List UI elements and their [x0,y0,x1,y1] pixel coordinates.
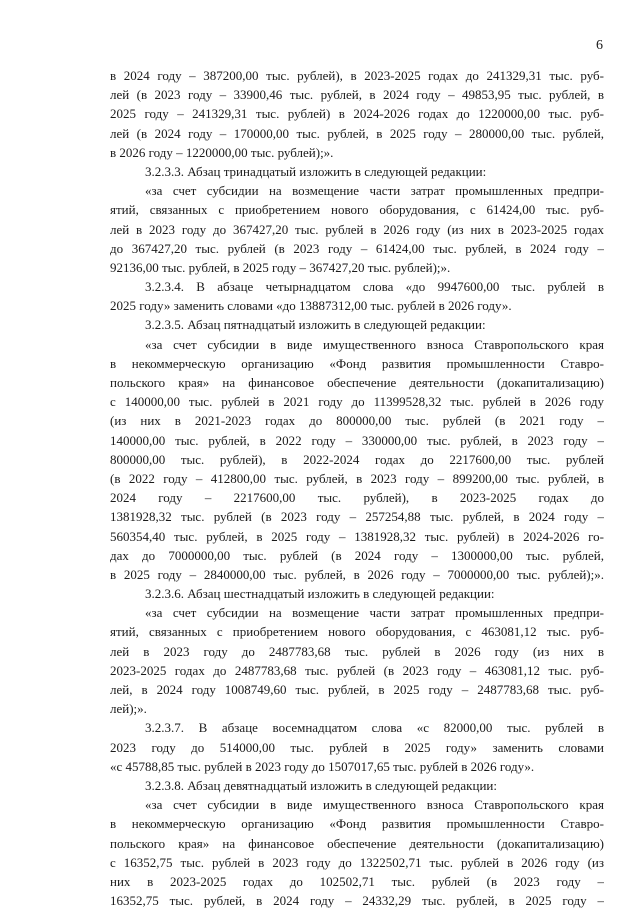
text-line: 92136,00 тыс. рублей, в 2025 году – 367427,20 тыс. рублей);». [110,259,451,275]
text-line: с 140000,00 тыс. рублей в 2021 году до 11399528,32 тыс. рублей в 2026 году [110,394,604,410]
text-line: 2024 году – 2217600,00 тыс. рублей), в 2023-2025 годах до [110,490,604,506]
text-line: лей в 2023 году до 2487783,68 тыс. рублей в 2026 году (из них в [110,643,604,659]
text-line: 3.2.3.5. Абзац пятнадцатый изложить в следующей редакции: [145,317,486,333]
text-line: 800000,00 тыс. рублей), в 2022-2024 годах до 2217600,00 тыс. рублей [110,451,604,467]
text-line: 16352,75 тыс. рублей, в 2024 году – 24332,29 тыс. рублей, в 2025 году – [110,893,604,909]
text-line: польского края» на финансовое обеспечение деятельности (докапитализацию) [110,835,604,851]
text-line: 3.2.3.3. Абзац тринадцатый изложить в следующей редакции: [145,163,487,179]
text-line: (из них в 2021-2023 годах до 800000,00 тыс. рублей (в 2021 году – [110,413,604,429]
text-line: в некоммерческую организацию «Фонд развития промышленности Ставро- [110,816,604,832]
text-line: с 16352,75 тыс. рублей в 2023 году до 1322502,71 тыс. рублей в 2026 году (из [110,854,604,870]
text-line: польского края» на финансовое обеспечение деятельности (докапитализацию) [110,375,604,390]
text-line: 3.2.3.8. Абзац девятнадцатый изложить в следующей редакции: [145,777,497,793]
text-line: ятий, связанных с приобретением нового оборудования, с 463081,12 тыс. руб- [110,624,604,640]
text-line: «за счет субсидии в виде имущественного взноса Ставропольского края [145,336,604,352]
text-line: лей (в 2024 году – 170000,00 тыс. рублей, в 2025 году – 280000,00 тыс. рублей, [110,125,604,141]
text-line: 2025 году» заменить словами «до 13887312,00 тыс. рублей в 2026 году». [110,298,512,314]
text-line: лей в 2023 году до 367427,20 тыс. рублей в 2026 году (из них в 2023-2025 годах [110,221,604,237]
text-line: 2025 году – 241329,31 тыс. рублей) в 2024-2026 годах до 1220000,00 тыс. руб- [110,106,604,122]
text-line: «за счет субсидии на возмещение части затрат промышленных предпри- [145,183,604,199]
text-line: 1381928,32 тыс. рублей (в 2023 году – 257254,88 тыс. рублей, в 2024 году – [110,509,604,525]
text-line: в некоммерческую организацию «Фонд развития промышленности Ставро- [110,355,604,371]
text-line: лей);». [110,701,147,717]
text-line: лей, в 2024 году 1008749,60 тыс. рублей, в 2025 году – 2487783,68 тыс. руб- [110,682,604,697]
text-line: 3.2.3.7. В абзаце восемнадцатом слова «с 82000,00 тыс. рублей в [145,720,604,736]
text-line: 2023 году до 514000,00 тыс. рублей в 2025 году» заменить словами [110,739,604,755]
text-line: до 367427,20 тыс. рублей (в 2023 году – 61424,00 тыс. рублей, в 2024 году – [110,240,604,256]
text-line: 560354,40 тыс. рублей, в 2025 году – 1381928,32 тыс. рублей) в 2024-2026 го- [110,528,604,544]
text-line: в 2026 году – 1220000,00 тыс. рублей);». [110,144,334,160]
text-line: в 2025 году – 2840000,00 тыс. рублей, в 2026 году – 7000000,00 тыс. рублей);». [110,566,604,582]
text-line: в 2024 году – 387200,00 тыс. рублей), в 2023-2025 годах до 241329,31 тыс. руб- [110,68,604,83]
text-line: 140000,00 тыс. рублей, в 2022 году – 330000,00 тыс. рублей, в 2023 году – [110,432,604,448]
text-line: лей (в 2023 году – 33900,46 тыс. рублей, в 2024 году – 49853,95 тыс. рублей, в [110,87,604,103]
text-line: 3.2.3.6. Абзац шестнадцатый изложить в следующей редакции: [145,586,495,602]
page-number: 6 [596,38,603,53]
text-line: ятий, связанных с приобретением нового оборудования, с 61424,00 тыс. руб- [110,202,604,218]
text-line: них в 2023-2025 годах до 102502,71 тыс. рублей (в 2023 году – [110,873,604,889]
text-line: 2023-2025 годах до 2487783,68 тыс. рублей (в 2023 году – 463081,12 тыс. руб- [110,662,604,678]
document-body [110,66,604,910]
text-line: «за счет субсидии на возмещение части затрат промышленных предпри- [145,605,604,621]
text-line: дах до 7000000,00 тыс. рублей (в 2024 году – 1300000,00 тыс. рублей, [110,547,604,563]
text-line: 3.2.3.4. В абзаце четырнадцатом слова «до 9947600,00 тыс. рублей в [145,279,604,295]
text-line: (в 2022 году – 412800,00 тыс. рублей, в 2023 году – 899200,00 тыс. рублей, в [110,470,604,486]
text-line: «с 45788,85 тыс. рублей в 2023 году до 1507017,65 тыс. рублей в 2026 году». [110,758,535,774]
text-line: «за счет субсидии в виде имущественного взноса Ставропольского края [145,797,604,813]
